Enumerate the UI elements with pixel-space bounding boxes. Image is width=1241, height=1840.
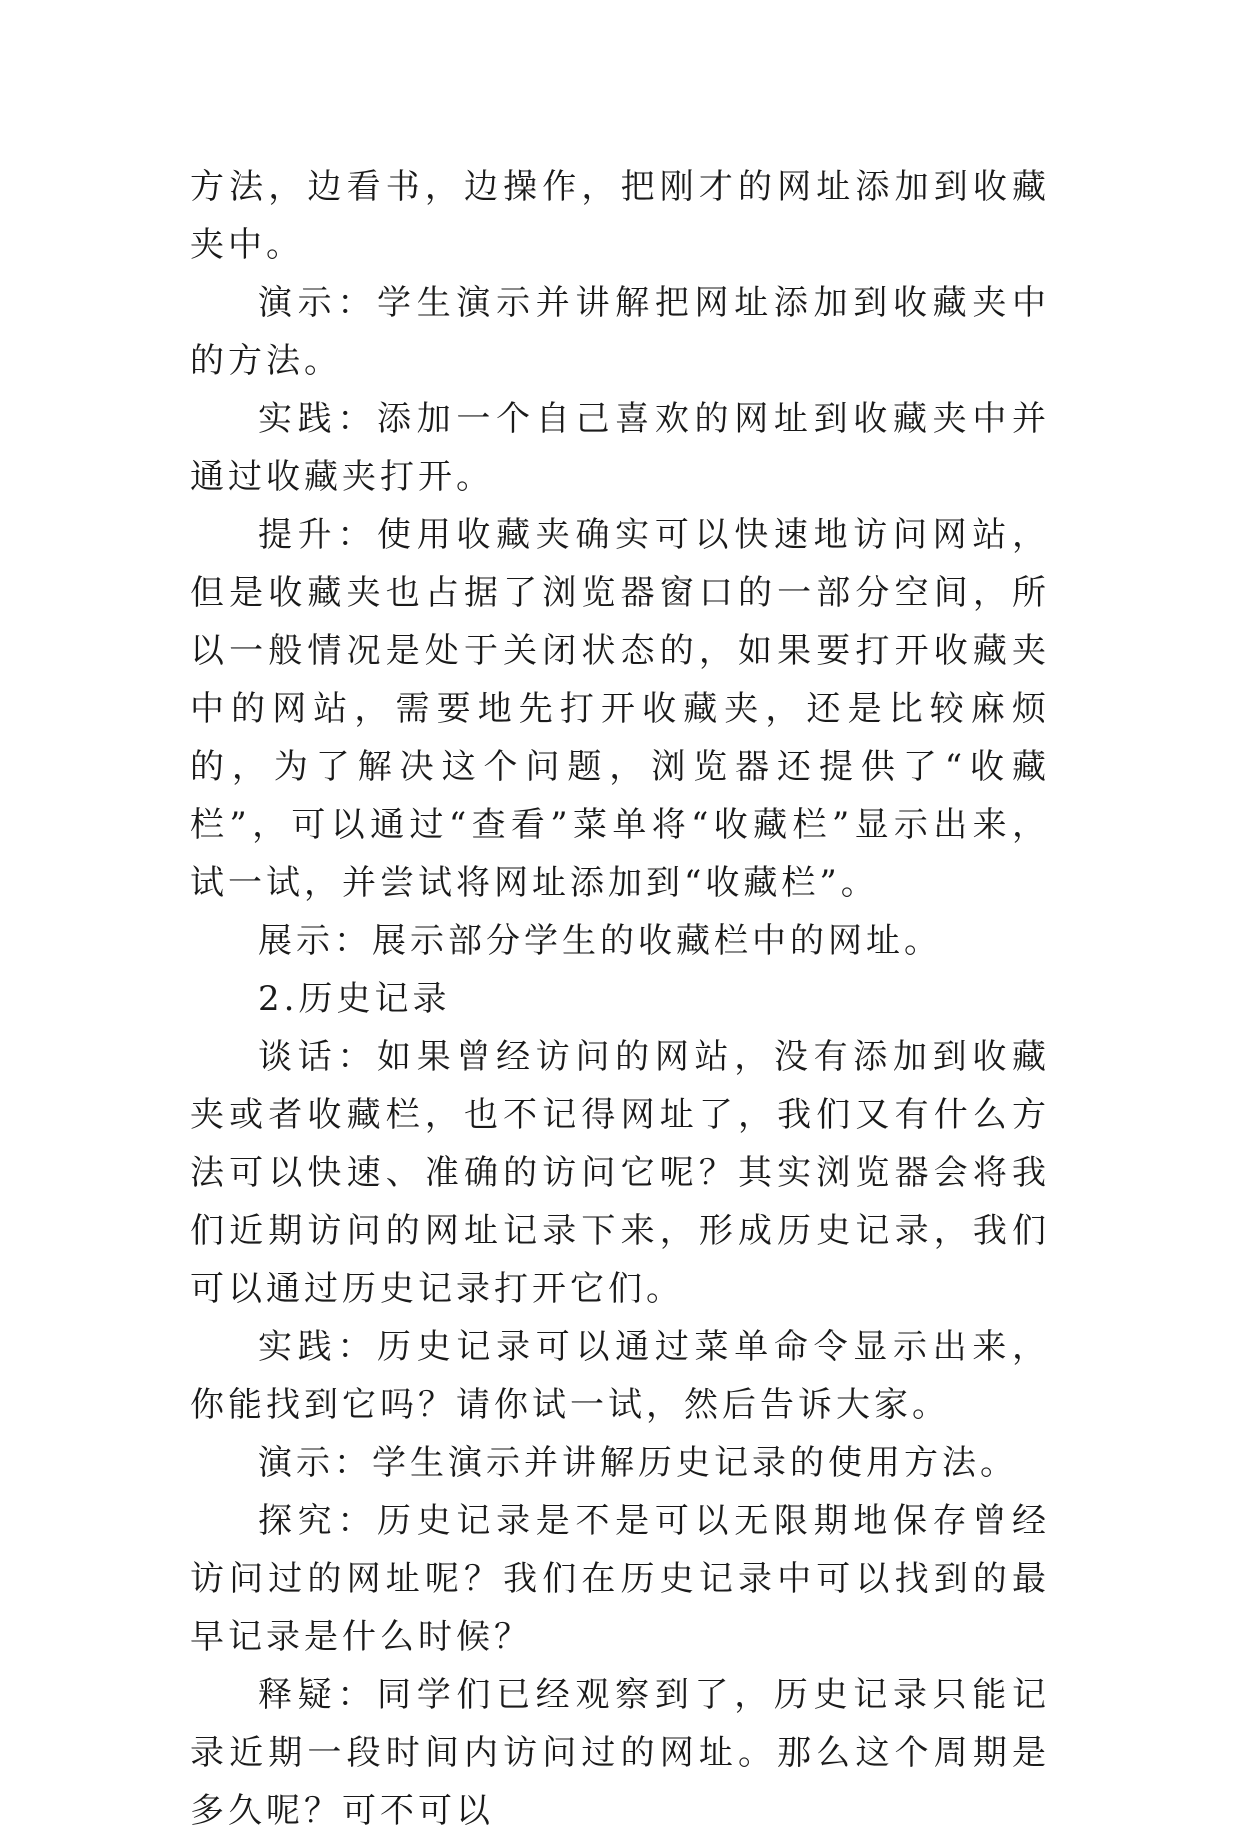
paragraph-1: 方法，边看书，边操作，把刚才的网址添加到收藏夹中。	[190, 167, 1050, 265]
paragraph-3: 实践：添加一个自己喜欢的网址到收藏夹中并通过收藏夹打开。	[190, 399, 1050, 497]
paragraph-9: 演示：学生演示并讲解历史记录的使用方法。	[258, 1443, 1018, 1483]
paragraph-7: 谈话：如果曾经访问的网站，没有添加到收藏夹或者收藏栏，也不记得网址了，我们又有什么方法可以快速、准确的访问它呢？其实浏览器会将我们近期访问的网址记录下来，形成历史记录，我们可以通过历史记录打开它们。	[190, 1037, 1050, 1309]
section-heading-history: 2.历史记录	[258, 979, 451, 1019]
paragraph-10: 探究：历史记录是不是可以无限期地保存曾经访问过的网址呢？我们在历史记录中可以找到的最早记录是什么时候？	[190, 1501, 1050, 1657]
paragraph-4: 提升：使用收藏夹确实可以快速地访问网站，但是收藏夹也占据了浏览器窗口的一部分空间，所以一般情况是处于关闭状态的，如果要打开收藏夹中的网站，需要地先打开收藏夹，还是比较麻烦的，为了解决这个问题，浏览器还提供了“收藏栏”，可以通过“查看”菜单将“收藏栏”显示出来，试一试，并尝试将网址添加到“收藏栏”。	[190, 515, 1050, 903]
paragraph-5: 展示：展示部分学生的收藏栏中的网址。	[258, 921, 942, 961]
paragraph-2: 演示：学生演示并讲解把网址添加到收藏夹中的方法。	[190, 283, 1050, 381]
paragraph-11: 释疑：同学们已经观察到了，历史记录只能记录近期一段时间内访问过的网址。那么这个周期是多久呢？可不可以	[190, 1675, 1050, 1831]
paragraph-8: 实践：历史记录可以通过菜单命令显示出来，你能找到它吗？请你试一试，然后告诉大家。	[190, 1327, 1050, 1425]
document-body	[190, 158, 1050, 1840]
